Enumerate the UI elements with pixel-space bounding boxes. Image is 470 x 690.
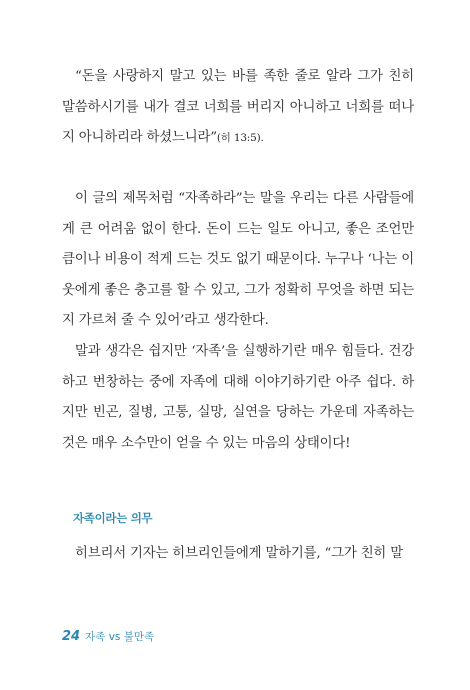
quote-reference: (히 13:5). [216,132,264,145]
page-number: 24 [62,629,81,644]
body-paragraph-3 [62,539,414,570]
body-paragraph-1-text: 이 글의 제목처럼 “자족하라”는 말을 우리는 다른 사람들에게 큰 어려움 없이 한다. 돈이 드는 일도 아니고, 좋은 조언만큼이나 비용이 적게 드는 것도 없기 때문이다. 누구나 ‘나는 이웃에게 좋은 충고를 할 수 있고, 그가 정확히 무엇을 하면 되는지 가르쳐 줄 수 있어’라고 생각한다. [62,191,414,329]
page-footer [62,629,154,644]
running-title: 자족 vs 불만족 [85,631,155,643]
section-heading: 자족이라는 의무 [73,511,153,525]
body-paragraph-1 [62,184,414,337]
body-paragraph-2 [62,337,414,459]
body-paragraph-3-text: 히브리서 기자는 히브리인들에게 말하기를, “그가 친히 말 [75,546,403,561]
quote-line [62,62,414,154]
body-paragraph-2-text: 말과 생각은 쉽지만 ‘자족’을 실행하기란 매우 힘들다. 건강하고 번창하는 중에 자족에 대해 이야기하기란 아주 쉽다. 하지만 빈곤, 질병, 고통, 실망, 실연을 당하는 가운데 자족하는 것은 매우 소수만이 얻을 수 있는 마음의 상태이다! [62,344,414,451]
scripture-quote-paragraph [62,62,414,154]
quote-text: “돈을 사랑하지 말고 있는 바를 족한 줄로 알라 그가 친히 말씀하시기를 내가 결코 너희를 버리지 아니하고 너희를 떠나지 아니하리라 하셨느니라” [62,69,414,146]
